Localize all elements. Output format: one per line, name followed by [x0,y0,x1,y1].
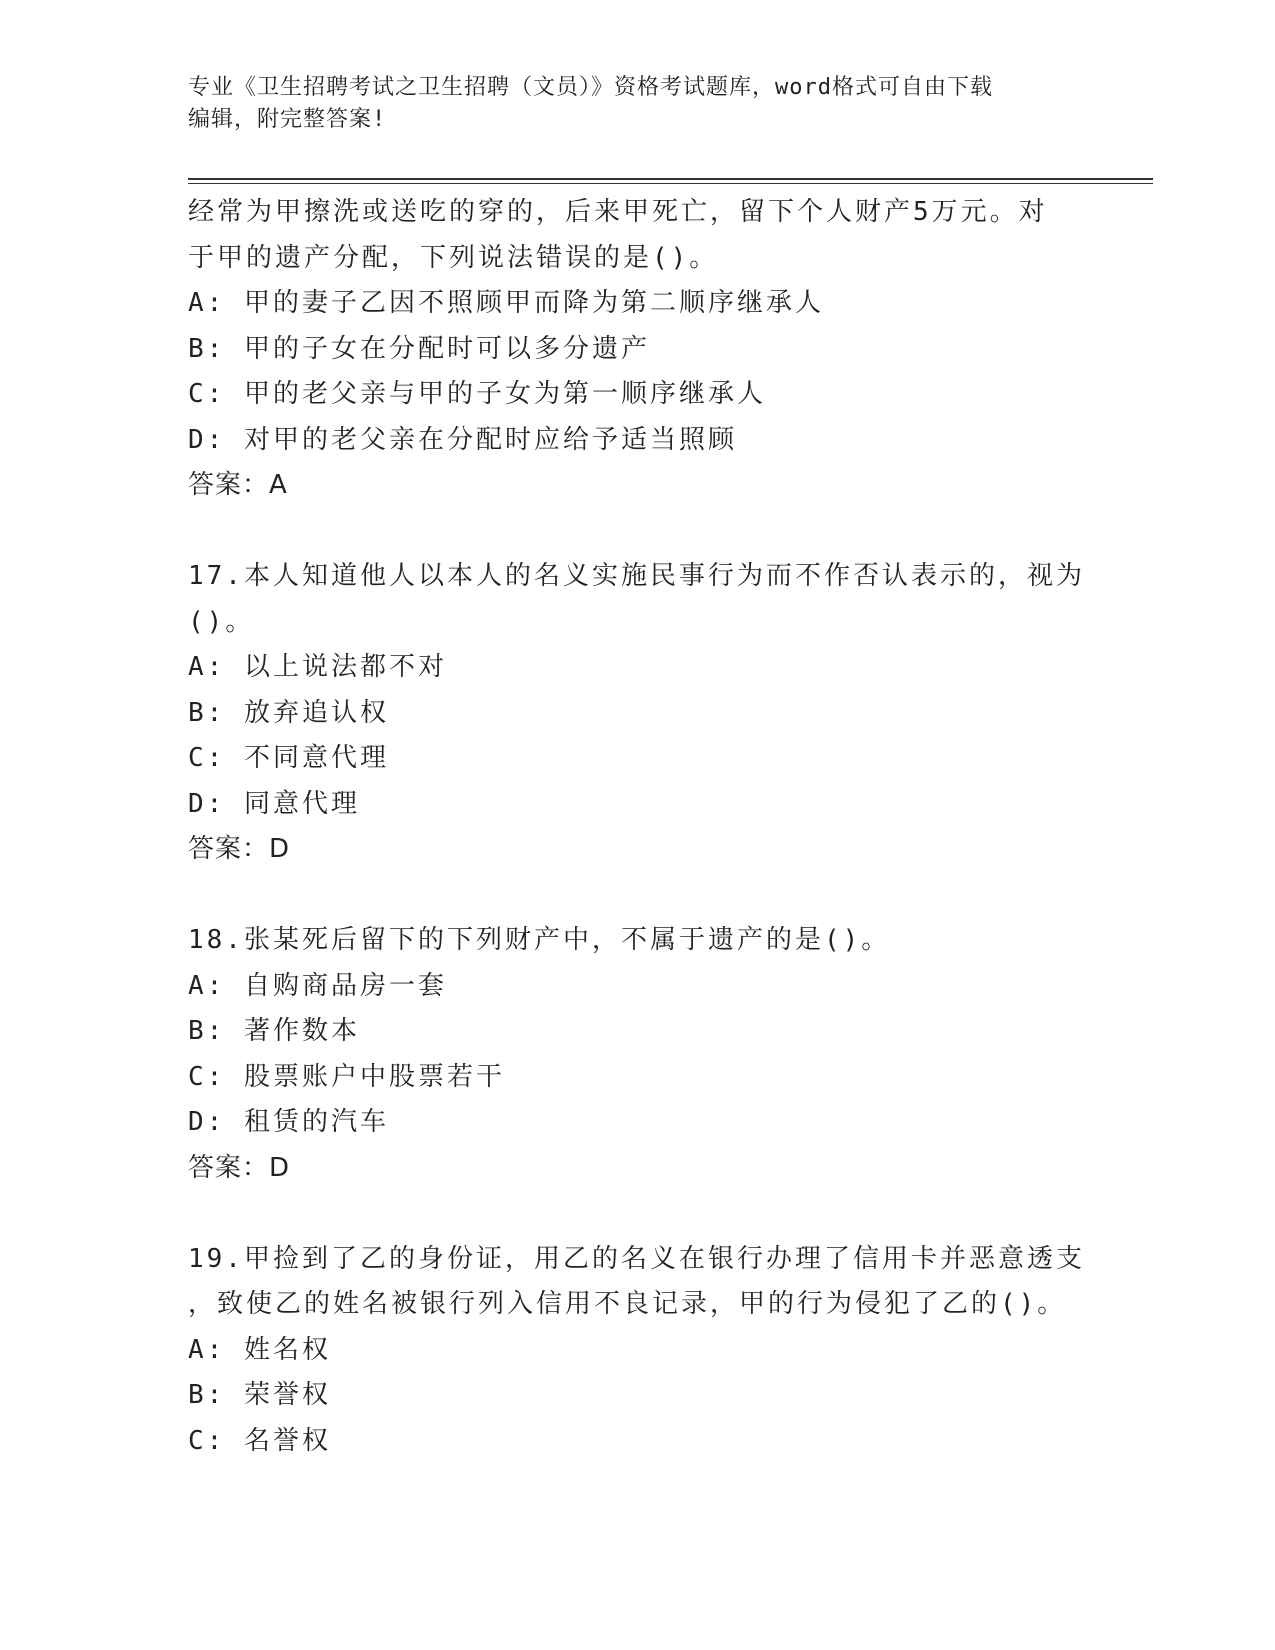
answer-label: 答案：D [188,1152,291,1183]
question-18 [188,918,1088,1191]
option-d: D: 对甲的老父亲在分配时应给予适当照顾 [188,424,737,455]
answer-label: 答案：D [188,834,291,864]
option-b: B: 著作数本 [188,1016,360,1046]
question-stem: 于甲的遗产分配，下列说法错误的是()。 [188,242,719,273]
header-line-1: 专业《卫生招聘考试之卫生招聘（文员）》资格考试题库，word格式可自由下载 [188,75,993,100]
question-stem: 17.本人知道他人以本人的名义实施民事行为而不作否认表示的，视为 [188,561,1085,591]
option-d: D: 租赁的汽车 [188,1107,389,1137]
question-spacer [188,1191,1088,1237]
question-stem: 19.甲捡到了乙的身份证，用乙的名义在银行办理了信用卡并恶意透支 [188,1243,1085,1274]
option-d: D: 同意代理 [188,788,360,819]
question-stem: ，致使乙的姓名被银行列入信用不良记录，甲的行为侵犯了乙的()。 [188,1289,1067,1319]
question-stem: 18.张某死后留下的下列财产中，不属于遗产的是()。 [188,925,891,955]
option-b: B: 荣誉权 [188,1380,331,1410]
option-a: A: 以上说法都不对 [188,652,447,682]
question-stem: ()。 [188,606,255,637]
answer-label: 答案：A [188,470,288,500]
header-line-2: 编辑，附完整答案! [188,107,387,132]
header-rule-thick [188,178,1153,180]
option-c: C: 股票账户中股票若干 [188,1061,505,1092]
header-rule-thin [188,183,1153,184]
option-a: A: 自购商品房一套 [188,970,447,1001]
option-b: B: 甲的子女在分配时可以多分遗产 [188,333,650,364]
question-16 [188,190,1088,509]
option-c: C: 不同意代理 [188,743,389,773]
option-b: B: 放弃追认权 [188,697,389,728]
option-c: C: 名誉权 [188,1425,331,1456]
option-c: C: 甲的老父亲与甲的子女为第一顺序继承人 [188,379,766,409]
option-a: A: 甲的妻子乙因不照顾甲而降为第二顺序继承人 [188,288,824,318]
question-stem: 经常为甲擦洗或送吃的穿的，后来甲死亡，留下个人财产5万元。对 [188,197,1048,227]
question-spacer [188,873,1088,919]
page-header [188,72,1088,136]
question-17 [188,554,1088,873]
option-a: A: 姓名权 [188,1334,331,1365]
question-list [188,190,1088,1464]
question-spacer [188,509,1088,555]
question-19 [188,1237,1088,1465]
